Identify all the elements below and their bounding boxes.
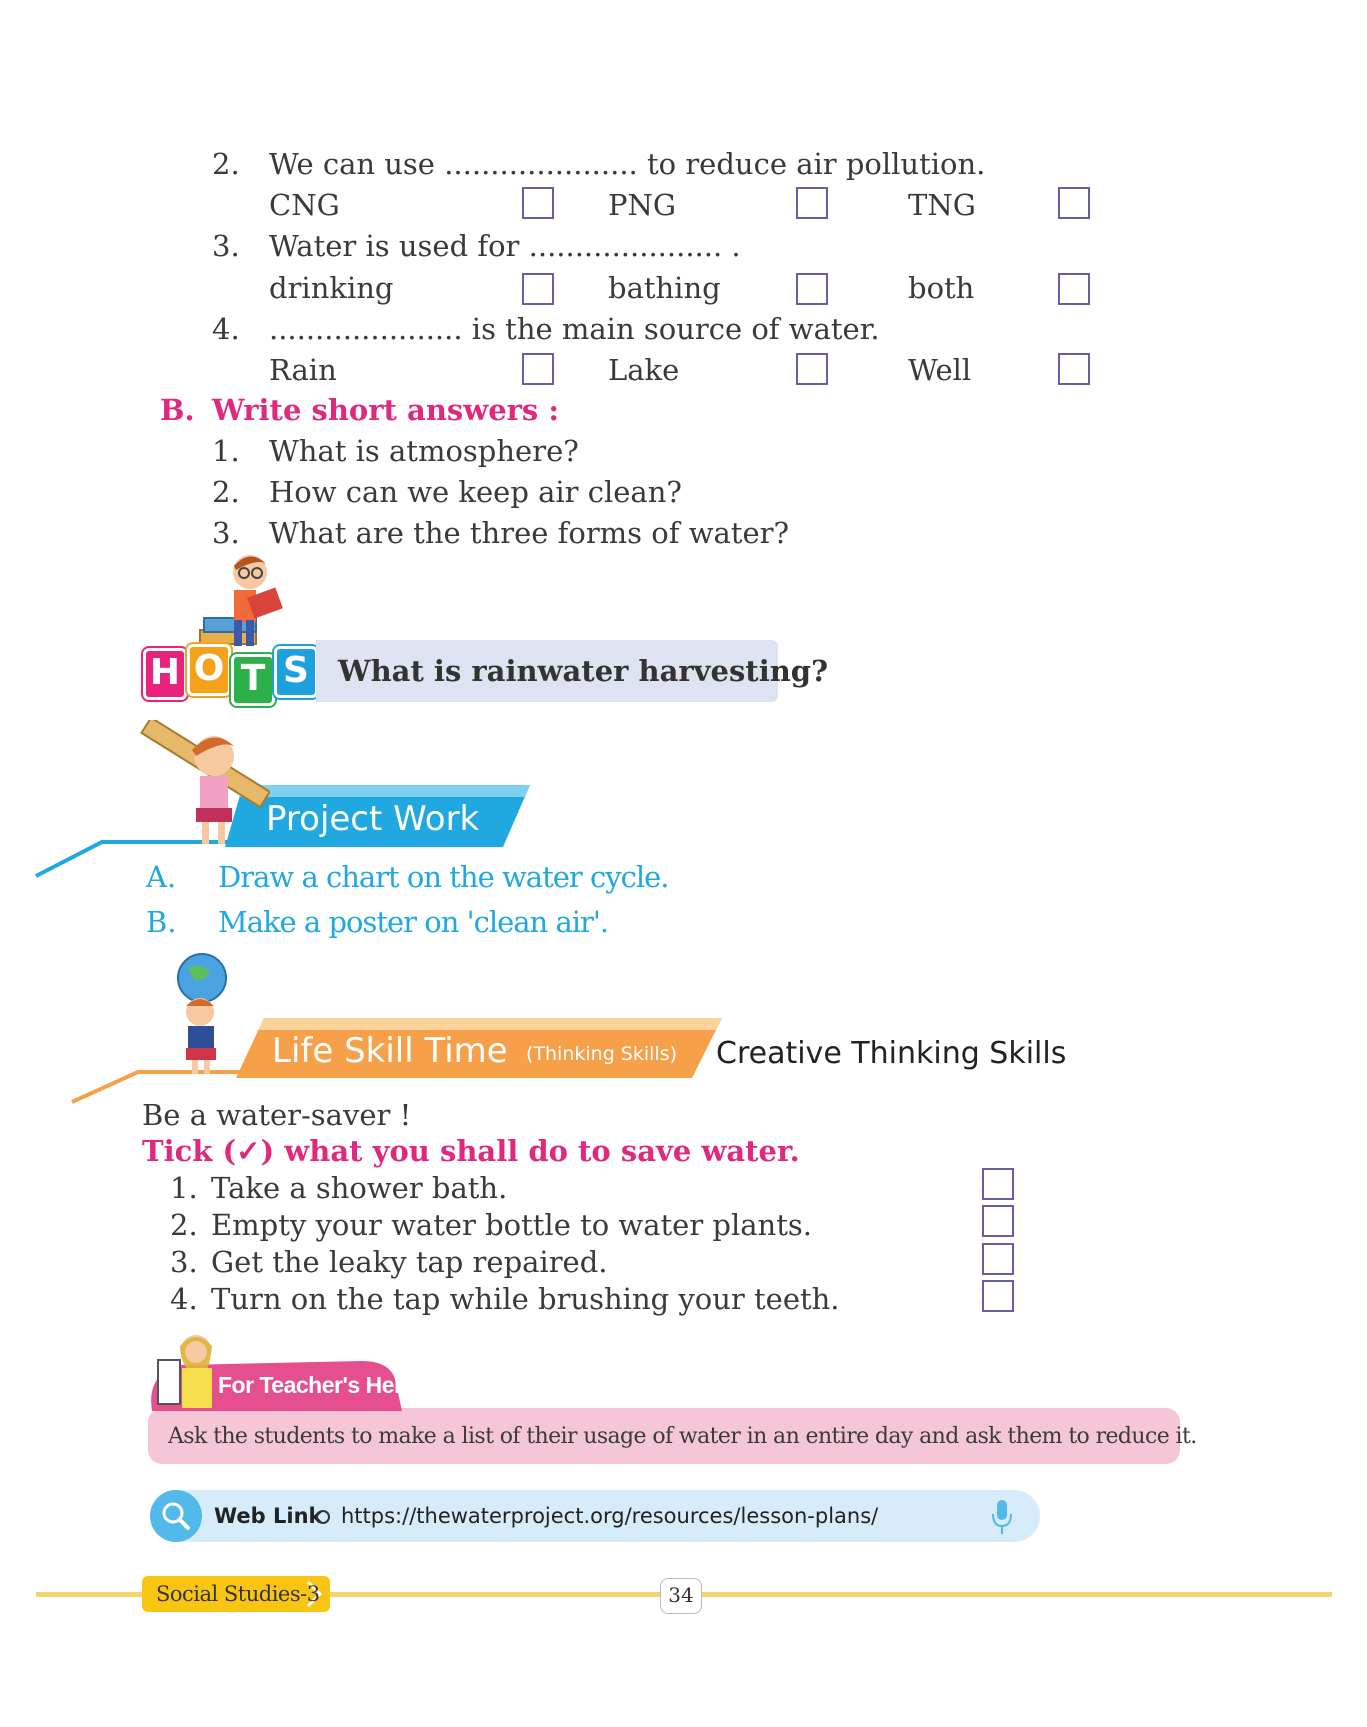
option-label: drinking bbox=[269, 271, 394, 305]
teacher-help-label: For Teacher's Help bbox=[218, 1372, 414, 1398]
child-with-globe-illustration bbox=[160, 950, 240, 1075]
item-number: 1. bbox=[212, 434, 240, 468]
option-checkbox[interactable] bbox=[1058, 273, 1090, 305]
item-text: Take a shower bath. bbox=[211, 1171, 508, 1205]
life-skill-side-label: Creative Thinking Skills bbox=[716, 1036, 1067, 1071]
option-label: PNG bbox=[608, 188, 677, 222]
project-item-text: Make a poster on 'clean air'. bbox=[218, 905, 609, 939]
life-skill-instruction: Tick (✓) what you shall do to save water. bbox=[142, 1134, 800, 1168]
option-checkbox[interactable] bbox=[796, 187, 828, 219]
bullet-circle-icon bbox=[314, 1508, 332, 1526]
item-text: Get the leaky tap repaired. bbox=[211, 1245, 608, 1279]
option-label: both bbox=[908, 271, 975, 305]
option-checkbox[interactable] bbox=[522, 187, 554, 219]
mic-icon[interactable] bbox=[990, 1498, 1014, 1536]
tick-checkbox[interactable] bbox=[982, 1243, 1014, 1275]
project-item-text: Draw a chart on the water cycle. bbox=[218, 860, 669, 894]
search-icon[interactable] bbox=[150, 1490, 202, 1542]
item-number: 1. bbox=[170, 1171, 198, 1205]
question-number: 4. bbox=[212, 312, 240, 346]
hots-letter-s: S bbox=[283, 650, 309, 691]
hots-letter-o: O bbox=[193, 648, 225, 689]
item-number: 2. bbox=[212, 475, 240, 509]
section-letter: B. bbox=[160, 393, 195, 427]
option-checkbox[interactable] bbox=[522, 353, 554, 385]
web-link-label: Web Link bbox=[214, 1504, 323, 1528]
option-label: CNG bbox=[269, 188, 340, 222]
tick-checkbox[interactable] bbox=[982, 1205, 1014, 1237]
project-work-title: Project Work bbox=[266, 799, 480, 839]
hots-letter-t: T bbox=[240, 658, 266, 699]
teacher-help-text: Ask the students to make a list of their usage of water in an entire day and ask them to reduce it. bbox=[168, 1424, 1197, 1449]
question-text: Water is used for ..................... . bbox=[269, 229, 741, 263]
project-item-letter: A. bbox=[146, 860, 177, 894]
life-skill-subtitle: (Thinking Skills) bbox=[526, 1043, 678, 1065]
question-number: 3. bbox=[212, 229, 240, 263]
option-label: bathing bbox=[608, 271, 721, 305]
item-text: What is atmosphere? bbox=[269, 434, 579, 468]
item-number: 2. bbox=[170, 1208, 198, 1242]
girl-with-ruler-illustration bbox=[130, 720, 270, 850]
option-checkbox[interactable] bbox=[1058, 187, 1090, 219]
teacher-illustration bbox=[150, 1330, 220, 1415]
question-text: ..................... is the main source of water. bbox=[269, 312, 880, 346]
page-number: 34 bbox=[668, 1583, 694, 1607]
item-number: 3. bbox=[212, 516, 240, 550]
option-checkbox[interactable] bbox=[522, 273, 554, 305]
hots-question-box bbox=[316, 640, 829, 702]
option-label: TNG bbox=[908, 188, 976, 222]
life-skill-intro: Be a water-saver ! bbox=[142, 1098, 412, 1132]
option-label: Lake bbox=[608, 353, 680, 387]
footer-book-title: Social Studies-3 bbox=[156, 1582, 320, 1606]
option-checkbox[interactable] bbox=[796, 273, 828, 305]
option-label: Rain bbox=[269, 353, 337, 387]
tick-checkbox[interactable] bbox=[982, 1280, 1014, 1312]
item-text: Empty your water bottle to water plants. bbox=[211, 1208, 812, 1242]
option-checkbox[interactable] bbox=[1058, 353, 1090, 385]
web-link-url[interactable]: https://thewaterproject.org/resources/lesson-plans/ bbox=[341, 1504, 879, 1528]
section-title: Write short answers : bbox=[212, 393, 560, 427]
tick-checkbox[interactable] bbox=[982, 1168, 1014, 1200]
option-label: Well bbox=[908, 353, 972, 387]
project-item-letter: B. bbox=[146, 905, 177, 939]
option-checkbox[interactable] bbox=[796, 353, 828, 385]
item-text: Turn on the tap while brushing your teeth. bbox=[211, 1282, 840, 1316]
item-text: What are the three forms of water? bbox=[269, 516, 790, 550]
hots-question: What is rainwater harvesting? bbox=[338, 654, 829, 688]
item-number: 3. bbox=[170, 1245, 198, 1279]
life-skill-title: Life Skill Time bbox=[272, 1031, 508, 1071]
question-text: We can use ..................... to reduce air pollution. bbox=[269, 147, 986, 181]
hots-letter-h: H bbox=[149, 652, 181, 693]
question-number: 2. bbox=[212, 147, 240, 181]
item-number: 4. bbox=[170, 1282, 198, 1316]
item-text: How can we keep air clean? bbox=[269, 475, 682, 509]
